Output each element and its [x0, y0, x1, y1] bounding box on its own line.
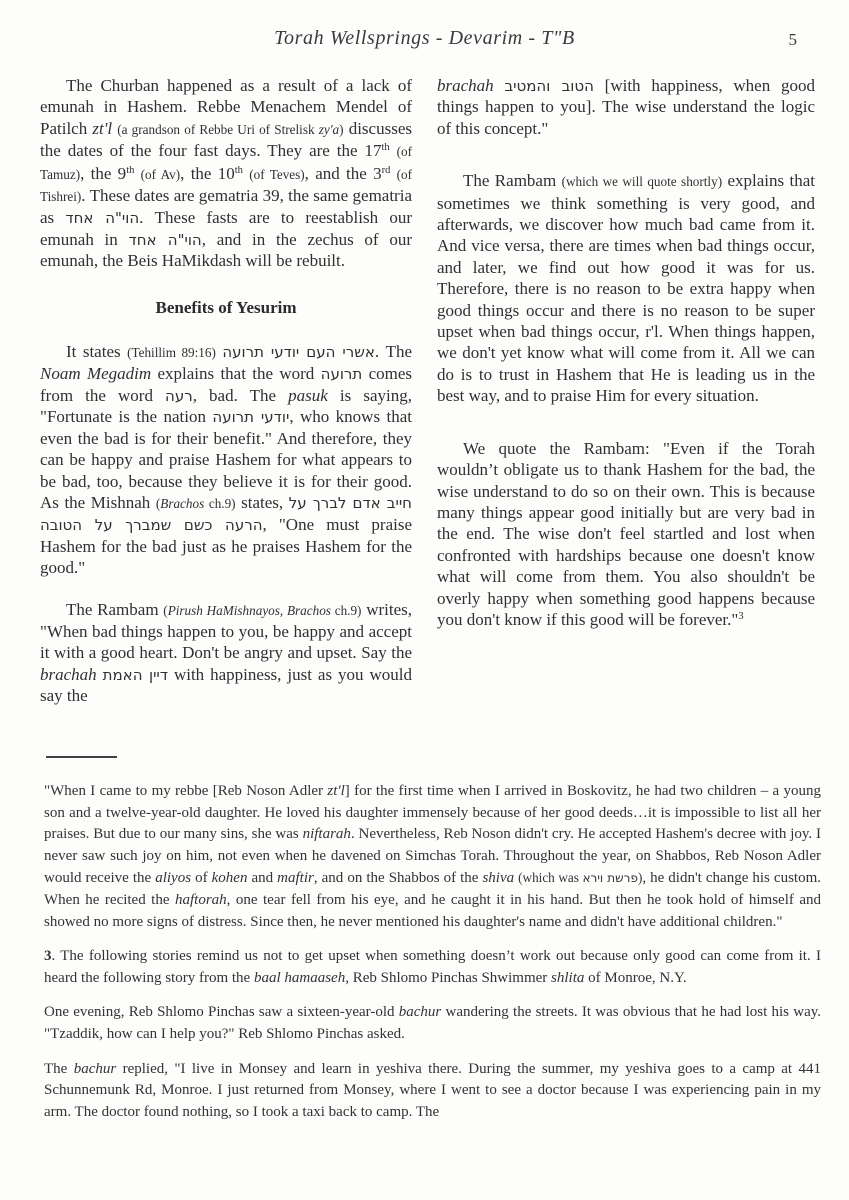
paragraph-churban-emunah: The Churban happened as a result of a lack of emunah in Hashem. Rebbe Menachem Mendel of Patilch zt'l (a grandson of Rebbe Uri of Strelisk zy'a) discusses the dates of the four fast days. They are the 17th (of Tamuz), the 9th (of Av), the 10th (of Teves), and the 3rd (of Tishrei). These dates are gematria 39, the same gematria as הוי"ה אחד. These fasts are to reestablish our emunah in הוי"ה אחד, and in the zechus of our emunah, the Beis HaMikdash will be rebuilt.	[40, 76, 413, 271]
footnote-3-paragraph-2: One evening, Reb Shlomo Pinchas saw a sixteen-year-old bachur wandering the streets. It was obvious that he had lost his way. "Tzaddik, how can I help you?" Reb Shlomo Pinchas asked.	[44, 1004, 822, 1042]
section-heading-benefits-of-yesurim: Benefits of Yesurim	[155, 297, 297, 317]
footnote-separator	[46, 756, 117, 758]
footnote-3-paragraph-1: 3. The following stories remind us not to get upset when something doesn’t work out because only good can come from it. I heard the following story from the baal hamaaseh, Reb Shlomo Pinchas Shwimmer shlita of Monroe, N.Y.	[44, 948, 821, 986]
paragraph-we-quote-the-rambam: We quote the Rambam: "Even if the Torah wouldn’t obligate us to thank Hashem for the bad, the wise understand to do so on their own. This is because many things appear good initially but are very bad in the end. The wise don't feel startled and lost when confronted with hardships because one doesn't know what will come from them. You also shouldn't be overly happy when something good happens because you don't know if this good will be forever."$^3$	[437, 438, 815, 629]
body-columns	[40, 75, 815, 727]
page-number: 5	[788, 30, 797, 49]
paragraph-rambam-pirush-hamishnayos: The Rambam (Pirush HaMishnayos, Brachos ch.9) writes, "When bad things happen to you, be happy and accept it with a good heart. Don't be angry and upset. Say the brachah דיין האמת with happiness, just as you would say the	[40, 599, 412, 706]
page-header-title: Torah Wellsprings - Devarim - T"B	[274, 27, 575, 49]
footnote-continuation-reb-noson-adler: "When I came to my rebbe [Reb Noson Adler zt'l] for the first time when I arrived in Boskovitz, he had two children – a young son and a twelve-year-old daughter. He loved his daughter immensely because of her good deeds…it is impossible to list all her praises. But due to our many sins, she was niftarah. Nevertheless, Reb Noson didn't cry. He accepted Hashem's decree with joy. I never saw such joy on him, not even when he davened on Simchas Torah. Throughout the year, on Shabbos, Reb Noson Adler would receive the aliyos of kohen and maftir, and on the Shabbos of the shiva (which was פרשת וירא), he didn't change his custom. When he recited the haftorah, one tear fell from his eye, and he caught it in his hand. But then he took hold of himself and showed no more signs of distress. Since then, he never mentioned his daughter's name and didn't have additional children."	[44, 783, 822, 930]
paragraph-brachah-continuation: brachah הטוב והמטיב [with happiness, when good things happen to you]. The wise understand the logic of this concept."	[437, 76, 815, 138]
footnote-3-paragraph-3: The bachur replied, "I live in Monsey and learn in yeshiva there. During the summer, my yeshiva goes to a camp at 441 Schunnemunk Rd, Monroe. I just returned from Monsey, where I went to see a doctor because I was experiencing pain in my arm. The doctor found nothing, so I took a taxi back to camp. The	[44, 1060, 821, 1120]
paragraph-rambam-explains: The Rambam (which we will quote shortly) explains that sometimes we think something is very good, and afterwards, we discover how much bad came from it. And vice versa, there are times when bad things occur, and later, we find out how good it was for us. Therefore, there is no reason to be extra happy when good things occur and there is no reason to be super upset when bad things occur, r'l. When things happen, we don't yet know what will come from it. All we can do is to trust in Hashem that He is leading us in the best way, and to praise Him for every situation.	[437, 171, 815, 406]
right-column	[437, 75, 815, 727]
footnotes-section	[44, 781, 821, 1136]
left-column	[40, 75, 412, 727]
paragraph-it-states-tehillim: It states (Tehillim 89:16) אשרי העם יודעי תרועה. The Noam Megadim explains that the word תרועה comes from the word רעה, bad. The pasuk is saying, "Fortunate is the nation יודעי תרועה, who knows that even the bad is for their benefit." And therefore, they can be happy and praise Hashem for what appears to be bad, too, because they believe it is for their good. As the Mishnah (Brachos ch.9) states, חייב אדם לברך על הרעה כשם שמברך על הטובה, "One must praise Hashem for the bad just as he praises Hashem for the good."	[40, 342, 413, 578]
